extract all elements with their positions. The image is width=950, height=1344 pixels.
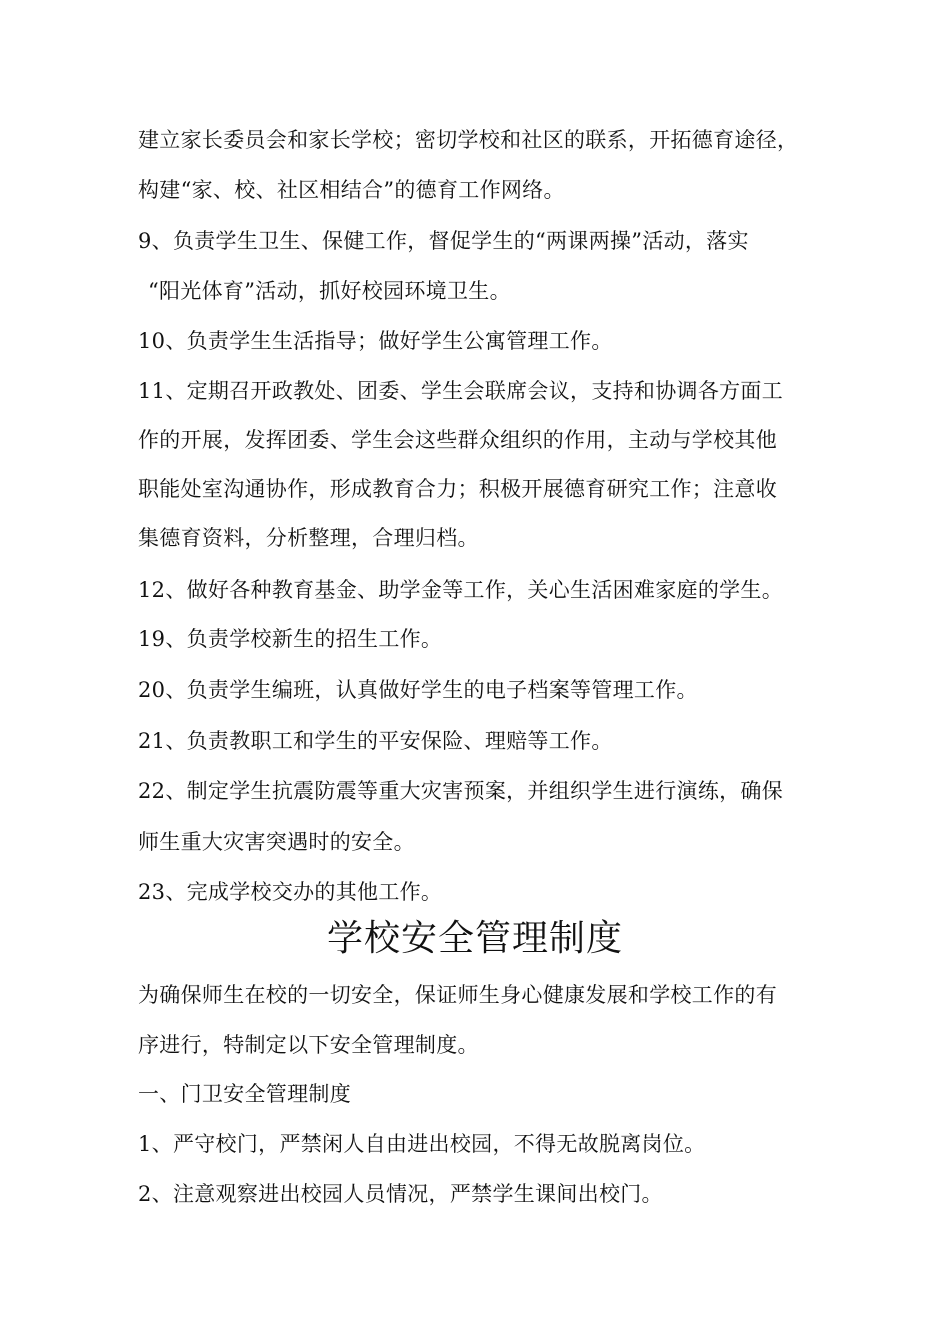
text-line: 建立家长委员会和家长学校；密切学校和社区的联系，开拓德育途径， [138,128,799,152]
list-item-23: 23、完成学校交办的其他工作。 [138,880,443,904]
text-line: 集德育资料，分析整理，合理归档。 [138,526,479,550]
list-item-19: 19、负责学校新生的招生工作。 [138,627,443,651]
text-line: 构建“家、校、社区相结合”的德育工作网络。 [138,178,565,202]
list-item-10: 10、负责学生生活指导；做好学生公寓管理工作。 [138,329,613,353]
list-item-20: 20、负责学生编班，认真做好学生的电子档案等管理工作。 [138,678,698,702]
text-line: 职能处室沟通协作，形成教育合力；积极开展德育研究工作；注意收 [138,477,777,501]
list-item-22: 22、制定学生抗震防震等重大灾害预案，并组织学生进行演练，确保 [138,779,784,803]
text-line: 为确保师生在校的一切安全，保证师生身心健康发展和学校工作的有 [138,983,777,1007]
list-item-11: 11、定期召开政教处、团委、学生会联席会议，支持和协调各方面工 [138,379,784,403]
section-title: 学校安全管理制度 [326,918,623,959]
text-line: 序进行，特制定以下安全管理制度。 [138,1033,479,1057]
text-line: “阳光体育”活动，抓好校园环境卫生。 [148,279,511,303]
list-item-9: 9、负责学生卫生、保健工作，督促学生的“两课两操”活动，落实 [138,229,749,253]
text-line: 师生重大灾害突遇时的安全。 [138,830,415,854]
list-item-2: 2、注意观察进出校园人员情况，严禁学生课间出校门。 [138,1182,663,1206]
list-item-1: 1、严守校门，严禁闲人自由进出校园，不得无故脱离岗位。 [138,1132,706,1156]
list-item-12: 12、做好各种教育基金、助学金等工作，关心生活困难家庭的学生。 [138,578,784,602]
text-line: 作的开展，发挥团委、学生会这些群众组织的作用，主动与学校其他 [138,428,777,452]
subsection-heading: 一、门卫安全管理制度 [138,1082,351,1106]
list-item-21: 21、负责教职工和学生的平安保险、理赔等工作。 [138,729,613,753]
